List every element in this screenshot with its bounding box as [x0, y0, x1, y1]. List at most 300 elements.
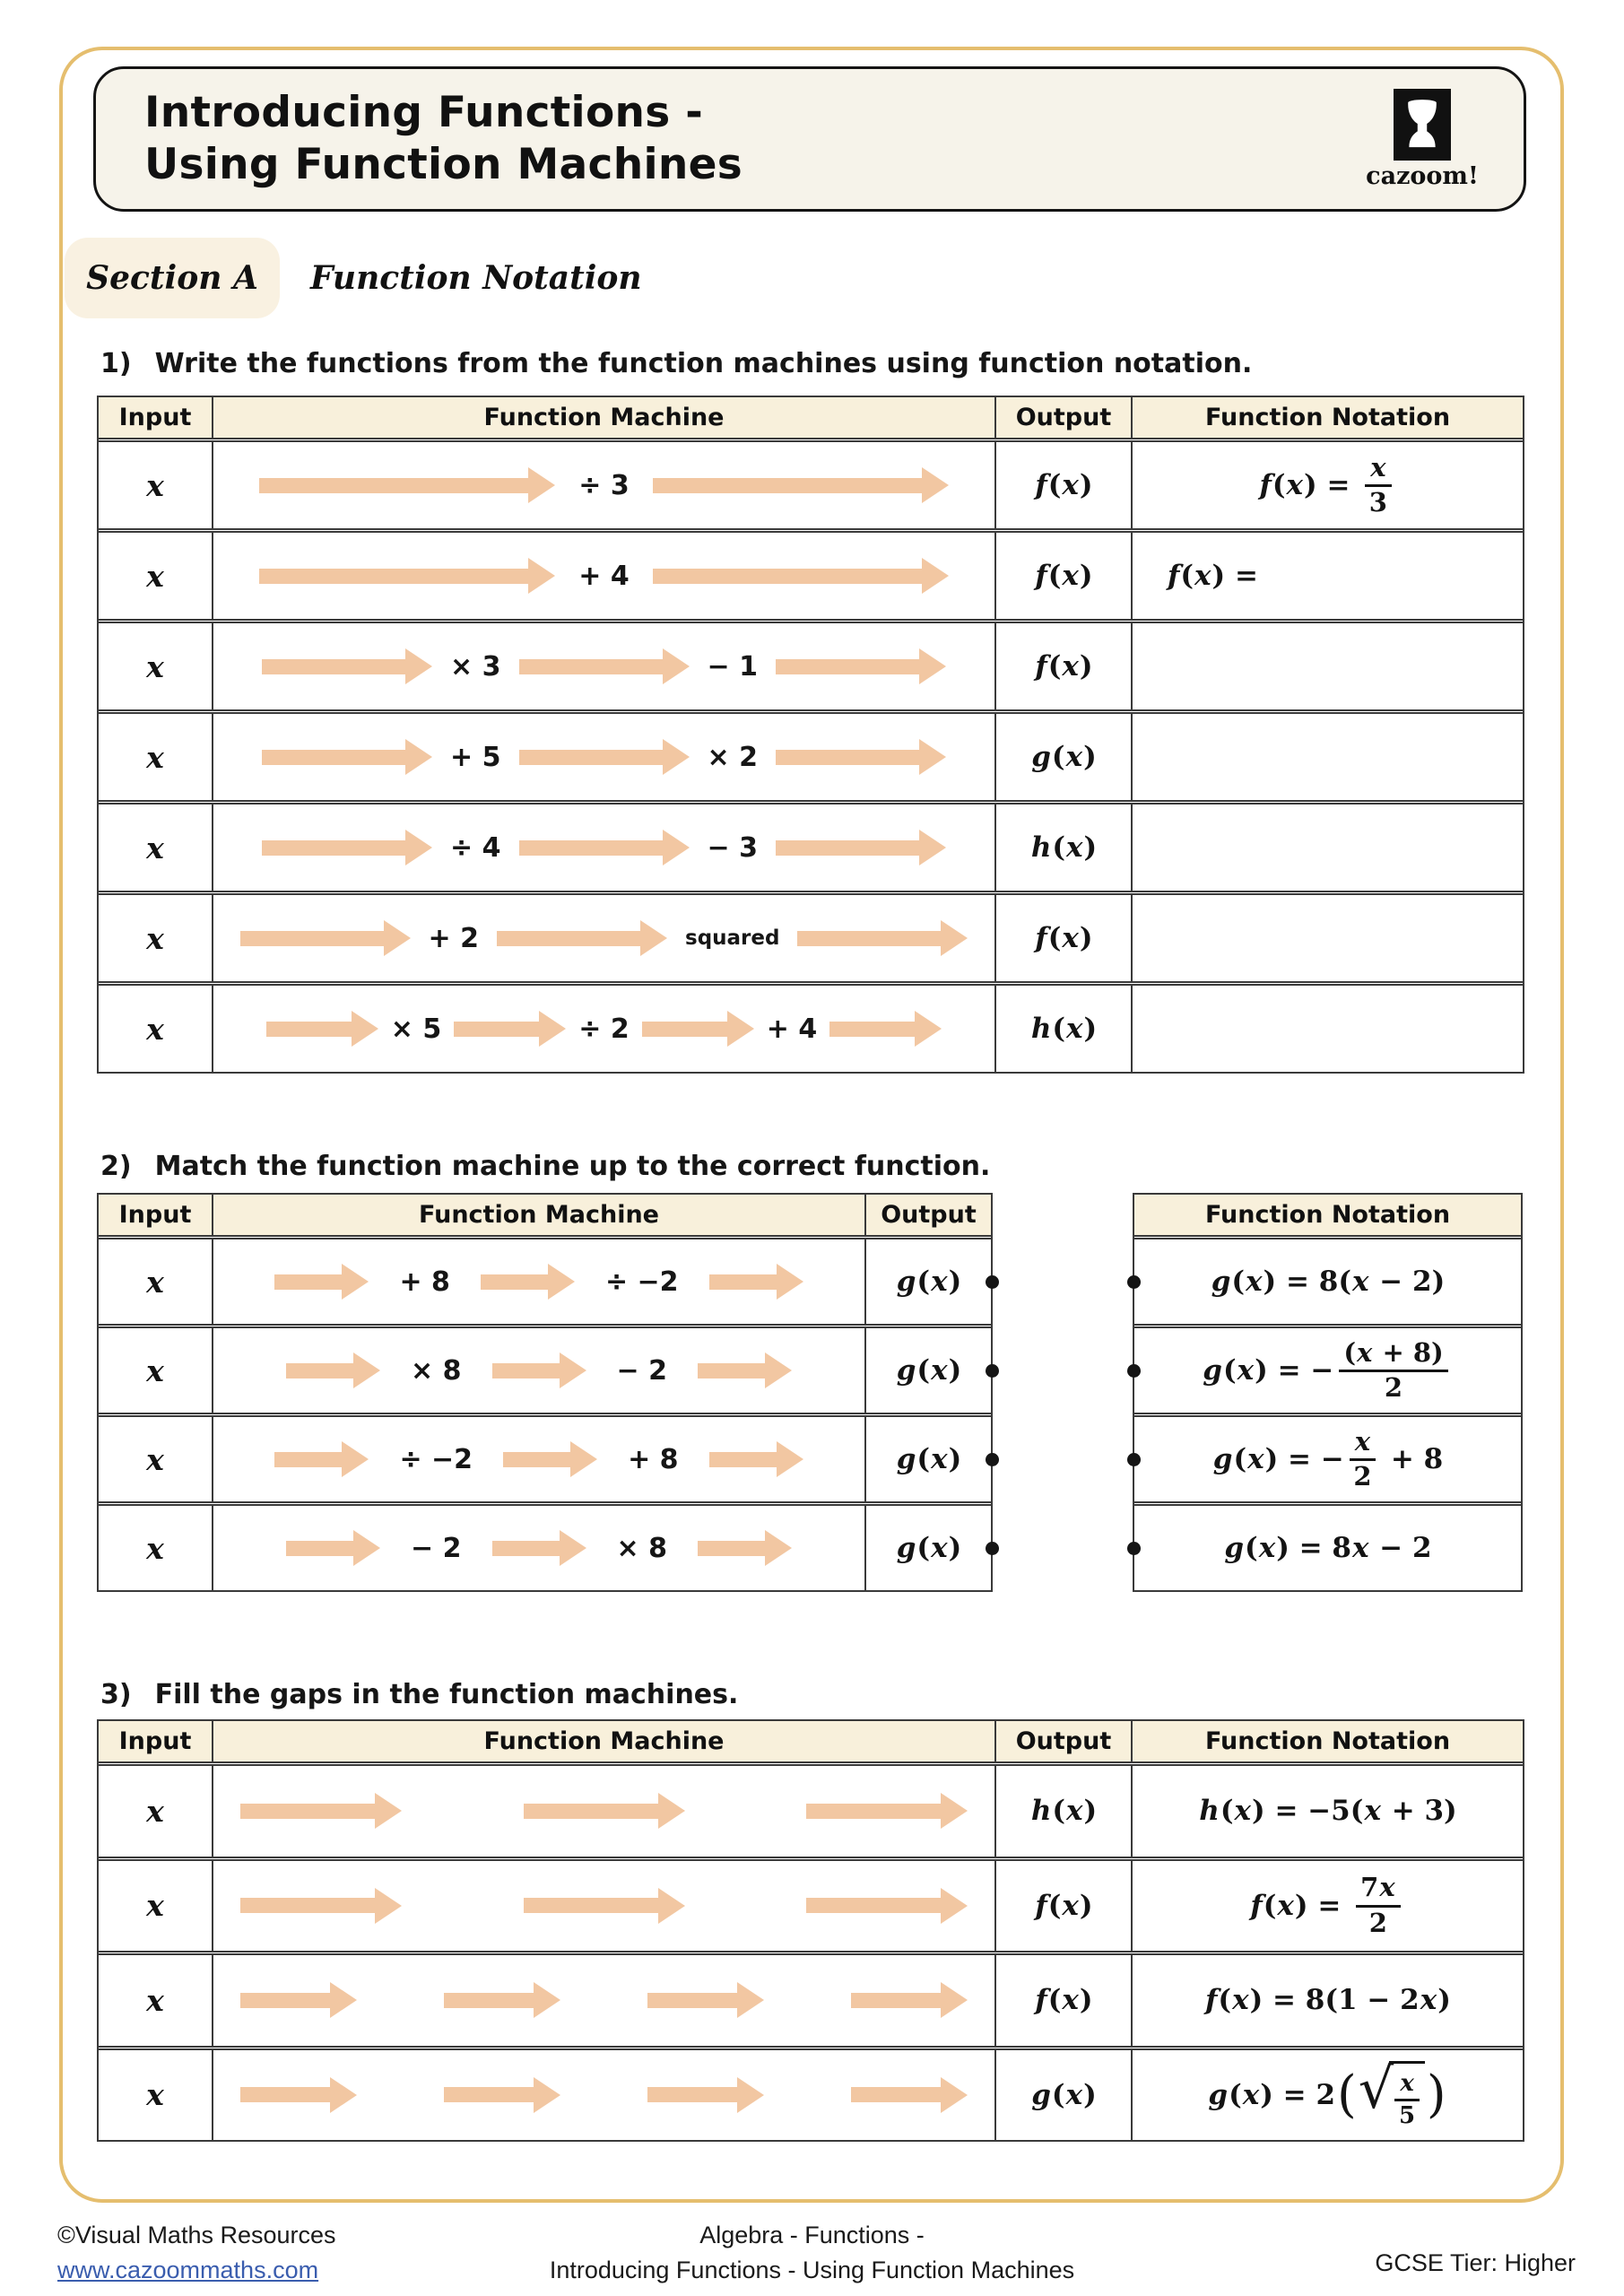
arrow-right-icon	[274, 1264, 369, 1300]
connector-dot[interactable]	[1127, 1364, 1141, 1378]
machine-cell	[212, 1417, 864, 1501]
match-notation-row	[1134, 1501, 1521, 1590]
arrow-shaft	[653, 569, 922, 584]
machine-cell	[212, 1861, 994, 1952]
function-machine	[213, 1352, 864, 1388]
match-machine-row	[99, 1413, 991, 1501]
machine-cell	[212, 1328, 864, 1413]
arrow-head	[658, 1793, 685, 1829]
footer-tier: GCSE Tier: Higher	[1375, 2249, 1576, 2276]
function-machine	[213, 739, 994, 775]
operation-label: squared	[685, 926, 780, 950]
notation-cell: f ( x ) =	[1131, 533, 1523, 619]
output-cell: f ( x )	[994, 895, 1131, 981]
machine-cell	[212, 714, 994, 800]
arrow-head	[765, 1352, 792, 1388]
operation-label: + 4	[578, 560, 630, 592]
arrow-right-icon	[481, 1264, 575, 1300]
arrow-shaft	[647, 2087, 737, 2102]
arrow-shaft	[642, 1022, 727, 1037]
operation-label: × 2	[707, 741, 758, 773]
connector-dot[interactable]	[986, 1364, 999, 1378]
machine-cell	[212, 804, 994, 891]
arrow-right-icon	[519, 830, 690, 865]
arrow-shaft	[286, 1541, 353, 1556]
operation-label: × 5	[390, 1013, 442, 1045]
arrow-shaft	[444, 1993, 534, 2008]
table-row	[99, 1857, 1523, 1952]
arrow-shaft	[262, 840, 405, 856]
footer-topic-line2: Introducing Functions - Using Function Machines	[549, 2257, 1075, 2283]
machine-cell	[212, 895, 994, 981]
arrow-shaft	[262, 750, 405, 765]
connector-dot[interactable]	[986, 1542, 999, 1555]
page-title	[144, 87, 743, 191]
arrow-head	[941, 1982, 968, 2018]
notation-cell: f ( x ) = $\frac{x}{3}$	[1131, 442, 1523, 528]
arrow-shaft	[240, 1993, 330, 2008]
arrow-right-icon	[240, 920, 411, 956]
notation-cell: g ( x ) = 8 x − 2	[1224, 1532, 1432, 1564]
arrow-shaft	[262, 659, 405, 674]
arrow-shaft	[806, 1804, 941, 1819]
header-function-notation: Function Notation	[1131, 397, 1523, 438]
q2-number: 2)	[100, 1151, 132, 1182]
arrow-right-icon	[240, 2077, 357, 2113]
arrow-shaft	[240, 2087, 330, 2102]
arrow-head	[353, 1352, 380, 1388]
arrow-shaft	[519, 659, 663, 674]
input-cell: x	[146, 1982, 164, 2018]
match-machine-row	[99, 1501, 991, 1590]
table-row	[99, 2046, 1523, 2141]
arrow-head	[375, 1888, 402, 1924]
arrow-right-icon	[492, 1352, 586, 1388]
notation-cell	[1131, 895, 1523, 981]
function-machine	[213, 1264, 864, 1300]
notation-cell	[1131, 804, 1523, 891]
arrow-right-icon	[642, 1011, 754, 1047]
q3-prompt-text: Fill the gaps in the function machines.	[154, 1679, 739, 1710]
arrow-head	[922, 467, 949, 503]
output-cell: g ( x )	[864, 1239, 991, 1324]
arrow-shaft	[240, 931, 384, 946]
header-input: Input	[118, 1727, 192, 1755]
notation-cell: h ( x ) = −5( x + 3)	[1131, 1766, 1523, 1857]
output-cell: f ( x )	[994, 442, 1131, 528]
arrow-right-icon	[776, 648, 946, 684]
arrow-right-icon	[259, 467, 555, 503]
drum-icon-shape	[1402, 97, 1443, 152]
machine-cell	[212, 442, 994, 528]
function-machine-blank	[213, 1888, 994, 1924]
input-cell: x	[146, 1441, 164, 1477]
arrow-head	[922, 558, 949, 594]
operation-label: + 5	[450, 741, 501, 773]
header-function-machine: Function Machine	[212, 1195, 864, 1235]
arrow-right-icon	[503, 1441, 597, 1477]
arrow-shaft	[776, 659, 919, 674]
arrow-shaft	[776, 840, 919, 856]
arrow-shaft	[698, 1363, 765, 1378]
notation-cell	[1131, 623, 1523, 709]
q1-table	[97, 396, 1524, 1074]
arrow-head	[658, 1888, 685, 1924]
arrow-head	[405, 648, 432, 684]
q3-table	[97, 1719, 1524, 2142]
q1-prompt-text: Write the functions from the function machines using function notation.	[154, 348, 1253, 379]
notation-cell: f ( x ) = $\frac{7x}{2}$	[1131, 1861, 1523, 1952]
arrow-head	[352, 1011, 378, 1047]
input-cell: x	[146, 920, 164, 956]
footer-topic-line1: Algebra - Functions -	[699, 2222, 925, 2248]
table-header-row	[1134, 1195, 1521, 1235]
arrow-head	[330, 1982, 357, 2018]
arrow-head	[534, 2077, 560, 2113]
output-cell: f ( x )	[994, 1861, 1131, 1952]
input-cell: x	[146, 1011, 164, 1047]
q2-machines-table	[97, 1193, 993, 1592]
fraction: $\frac{7x}{2}$	[1356, 1874, 1400, 1937]
page-title-line2: Using Function Machines	[144, 140, 743, 189]
arrow-right-icon	[286, 1352, 380, 1388]
notation-cell: f ( x ) = 8(1 − 2 x )	[1131, 1955, 1523, 2046]
footer-website-link[interactable]: www.cazoommaths.com	[57, 2257, 319, 2283]
table-row	[99, 1761, 1523, 1857]
machine-cell	[212, 533, 994, 619]
match-machine-row	[99, 1235, 991, 1324]
fraction: $\frac{x}{5}$	[1394, 2071, 1420, 2128]
q3-number: 3)	[100, 1679, 132, 1710]
arrow-right-icon	[851, 2077, 968, 2113]
output-cell: h ( x )	[994, 986, 1131, 1072]
arrow-head	[560, 1352, 586, 1388]
q1-number: 1)	[100, 348, 132, 379]
arrow-head	[663, 739, 690, 775]
notation-cell: g ( x ) = 8( x − 2)	[1211, 1265, 1446, 1298]
arrow-shaft	[524, 1804, 658, 1819]
arrow-head	[330, 2077, 357, 2113]
arrow-shaft	[709, 1452, 777, 1467]
arrow-right-icon	[240, 1793, 402, 1829]
operation-label: + 4	[766, 1013, 818, 1045]
function-machine	[213, 1441, 864, 1477]
header-input: Input	[118, 404, 192, 431]
big-paren: (	[1337, 2065, 1357, 2124]
arrow-right-icon	[262, 648, 432, 684]
arrow-head	[528, 558, 555, 594]
notation-cell: g ( x ) = − $\frac{x}{2}$ + 8	[1212, 1425, 1444, 1492]
page-title-line1: Introducing Functions -	[144, 88, 704, 137]
big-paren: )	[1426, 2065, 1446, 2124]
section-title: Function Notation	[310, 259, 642, 297]
q2-prompt-text: Match the function machine up to the correct function.	[154, 1151, 991, 1182]
input-cell: x	[146, 1793, 164, 1829]
table-row	[99, 438, 1523, 528]
fraction: $\frac{x}{3}$	[1365, 454, 1391, 517]
function-machine	[213, 920, 994, 956]
header-input: Input	[118, 1201, 192, 1229]
input-cell: x	[146, 1352, 164, 1388]
arrow-head	[777, 1441, 803, 1477]
arrow-head	[405, 739, 432, 775]
notation-cell	[1131, 714, 1523, 800]
operation-label: × 3	[450, 650, 501, 683]
operation-label: − 2	[616, 1354, 667, 1387]
arrow-head	[941, 1793, 968, 1829]
arrow-shaft	[240, 1804, 375, 1819]
q2-notation-table	[1133, 1193, 1523, 1592]
input-cell: x	[146, 558, 164, 594]
arrow-head	[727, 1011, 754, 1047]
arrow-shaft	[647, 1993, 737, 2008]
arrow-shaft	[829, 1022, 915, 1037]
arrow-right-icon	[519, 739, 690, 775]
output-cell: g ( x )	[864, 1417, 991, 1501]
arrow-right-icon	[653, 558, 949, 594]
output-cell: g ( x )	[994, 2050, 1131, 2141]
arrow-head	[919, 648, 946, 684]
operation-label: ÷ −2	[604, 1265, 679, 1298]
arrow-right-icon	[240, 1888, 402, 1924]
function-machine	[213, 1530, 864, 1566]
function-machine-blank	[213, 1793, 994, 1829]
arrow-head	[560, 1530, 586, 1566]
arrow-right-icon	[262, 739, 432, 775]
arrow-head	[534, 1982, 560, 2018]
machine-cell	[212, 1766, 994, 1857]
operation-label: ÷ 4	[450, 831, 501, 864]
arrow-shaft	[519, 750, 663, 765]
arrow-right-icon	[806, 1793, 968, 1829]
arrow-head	[777, 1264, 803, 1300]
arrow-head	[405, 830, 432, 865]
operation-label: ÷ −2	[399, 1443, 473, 1475]
table-header-row	[99, 1721, 1523, 1761]
arrow-right-icon	[274, 1441, 369, 1477]
connector-dot[interactable]	[1127, 1542, 1141, 1555]
table-header-row	[99, 1195, 991, 1235]
arrow-shaft	[481, 1274, 548, 1290]
connector-dot[interactable]	[1127, 1453, 1141, 1466]
machine-cell	[212, 2050, 994, 2141]
connector-dot[interactable]	[986, 1275, 999, 1289]
function-machine	[213, 558, 994, 594]
arrow-head	[765, 1530, 792, 1566]
arrow-right-icon	[266, 1011, 378, 1047]
drum-icon	[1394, 89, 1451, 161]
q3-prompt	[100, 1679, 738, 1710]
arrow-right-icon	[286, 1530, 380, 1566]
match-machine-row	[99, 1324, 991, 1413]
machine-cell	[212, 1239, 864, 1324]
arrow-shaft	[492, 1363, 560, 1378]
header-function-notation: Function Notation	[1204, 1201, 1451, 1229]
arrow-shaft	[519, 840, 663, 856]
arrow-head	[342, 1264, 369, 1300]
arrow-right-icon	[262, 830, 432, 865]
table-row	[99, 619, 1523, 709]
connector-dot[interactable]	[1127, 1275, 1141, 1289]
arrow-shaft	[698, 1541, 765, 1556]
arrow-right-icon	[492, 1530, 586, 1566]
match-notation-row	[1134, 1235, 1521, 1324]
operation-label: + 8	[399, 1265, 450, 1298]
arrow-shaft	[851, 1993, 941, 2008]
operation-label: × 8	[616, 1532, 667, 1564]
arrow-head	[941, 920, 968, 956]
table-row	[99, 800, 1523, 891]
function-machine	[213, 1011, 994, 1047]
arrow-right-icon	[806, 1888, 968, 1924]
input-cell: x	[146, 1264, 164, 1300]
arrow-shaft	[444, 2087, 534, 2102]
arrow-right-icon	[444, 1982, 560, 2018]
arrow-shaft	[266, 1022, 352, 1037]
function-machine-blank	[213, 1982, 994, 2018]
operation-label: + 2	[428, 922, 479, 954]
machine-cell	[212, 986, 994, 1072]
table-row	[99, 981, 1523, 1072]
arrow-shaft	[492, 1541, 560, 1556]
arrow-right-icon	[647, 1982, 764, 2018]
arrow-right-icon	[653, 467, 949, 503]
arrow-head	[384, 920, 411, 956]
arrow-shaft	[240, 1898, 375, 1913]
arrow-right-icon	[698, 1530, 792, 1566]
output-cell: f ( x )	[994, 623, 1131, 709]
footer-copyright: ©Visual Maths Resources	[57, 2222, 336, 2248]
arrow-right-icon	[709, 1441, 803, 1477]
arrow-head	[528, 467, 555, 503]
output-cell: g ( x )	[864, 1328, 991, 1413]
operation-label: ÷ 2	[578, 1013, 630, 1045]
input-cell: x	[146, 648, 164, 684]
input-cell: x	[146, 467, 164, 503]
arrow-right-icon	[240, 1982, 357, 2018]
arrow-shaft	[797, 931, 941, 946]
arrow-head	[919, 739, 946, 775]
arrow-right-icon	[851, 1982, 968, 2018]
output-cell: g ( x )	[994, 714, 1131, 800]
arrow-right-icon	[259, 558, 555, 594]
arrow-head	[375, 1793, 402, 1829]
arrow-right-icon	[709, 1264, 803, 1300]
arrow-shaft	[259, 478, 528, 493]
header-function-machine: Function Machine	[212, 397, 994, 438]
arrow-shaft	[709, 1274, 777, 1290]
square-root-icon: √ $\frac{x}{5}$	[1359, 2061, 1425, 2128]
table-row	[99, 891, 1523, 981]
arrow-right-icon	[454, 1011, 566, 1047]
fraction: $\frac{(x + 8)}{2}$	[1339, 1339, 1447, 1403]
function-machine	[213, 648, 994, 684]
arrow-head	[737, 2077, 764, 2113]
header-output: Output	[864, 1195, 991, 1235]
arrow-head	[941, 1888, 968, 1924]
arrow-right-icon	[524, 1888, 685, 1924]
arrow-shaft	[274, 1274, 342, 1290]
arrow-shaft	[806, 1898, 941, 1913]
logo-text: cazoom!	[1366, 161, 1479, 190]
arrow-head	[353, 1530, 380, 1566]
output-cell: g ( x )	[864, 1506, 991, 1590]
header-output: Output	[994, 1721, 1131, 1761]
notation-cell	[1131, 986, 1523, 1072]
input-cell: x	[146, 830, 164, 865]
arrow-head	[539, 1011, 566, 1047]
arrow-right-icon	[829, 1011, 942, 1047]
arrow-head	[919, 830, 946, 865]
arrow-right-icon	[698, 1352, 792, 1388]
header-function-machine: Function Machine	[212, 1721, 994, 1761]
arrow-head	[663, 830, 690, 865]
cazoom-logo	[1364, 89, 1481, 190]
notation-cell: g ( x ) = − $\frac{(x + 8)}{2}$	[1134, 1328, 1521, 1413]
table-row	[99, 528, 1523, 619]
arrow-head	[915, 1011, 942, 1047]
input-cell: x	[146, 1530, 164, 1566]
arrow-right-icon	[797, 920, 968, 956]
function-machine	[213, 467, 994, 503]
connector-dot[interactable]	[986, 1453, 999, 1466]
fraction: $\frac{x}{2}$	[1350, 1428, 1376, 1492]
output-cell: h ( x )	[994, 804, 1131, 891]
arrow-shaft	[259, 569, 528, 584]
input-cell: x	[146, 1888, 164, 1924]
arrow-shaft	[653, 478, 922, 493]
arrow-head	[737, 1982, 764, 2018]
output-cell: h ( x )	[994, 1766, 1131, 1857]
input-cell: x	[146, 2077, 164, 2113]
arrow-shaft	[776, 750, 919, 765]
arrow-right-icon	[776, 830, 946, 865]
function-machine	[213, 830, 994, 865]
table-row	[99, 709, 1523, 800]
match-notation-row	[1134, 1324, 1521, 1413]
arrow-right-icon	[497, 920, 667, 956]
header-output: Output	[994, 397, 1131, 438]
arrow-shaft	[503, 1452, 570, 1467]
match-notation-row	[1134, 1413, 1521, 1501]
output-cell: f ( x )	[994, 1955, 1131, 2046]
arrow-head	[640, 920, 667, 956]
table-header-row	[99, 397, 1523, 438]
arrow-head	[941, 2077, 968, 2113]
arrow-right-icon	[444, 2077, 560, 2113]
arrow-shaft	[524, 1898, 658, 1913]
arrow-right-icon	[776, 739, 946, 775]
arrow-shaft	[286, 1363, 353, 1378]
function-machine-blank	[213, 2077, 994, 2113]
arrow-head	[570, 1441, 597, 1477]
machine-cell	[212, 623, 994, 709]
output-cell: f ( x )	[994, 533, 1131, 619]
arrow-right-icon	[519, 648, 690, 684]
arrow-head	[663, 648, 690, 684]
operation-label: + 8	[628, 1443, 679, 1475]
arrow-shaft	[497, 931, 640, 946]
section-label: Section A	[86, 259, 258, 297]
notation-cell: g ( x ) = 2 ( √ $\frac{x}{5}$ )	[1131, 2050, 1523, 2141]
header-function-notation: Function Notation	[1131, 1721, 1523, 1761]
operation-label: ÷ 3	[578, 469, 630, 501]
machine-cell	[212, 1955, 994, 2046]
section-a-badge	[65, 238, 280, 318]
machine-cell	[212, 1506, 864, 1590]
arrow-shaft	[851, 2087, 941, 2102]
q2-prompt	[100, 1151, 990, 1182]
